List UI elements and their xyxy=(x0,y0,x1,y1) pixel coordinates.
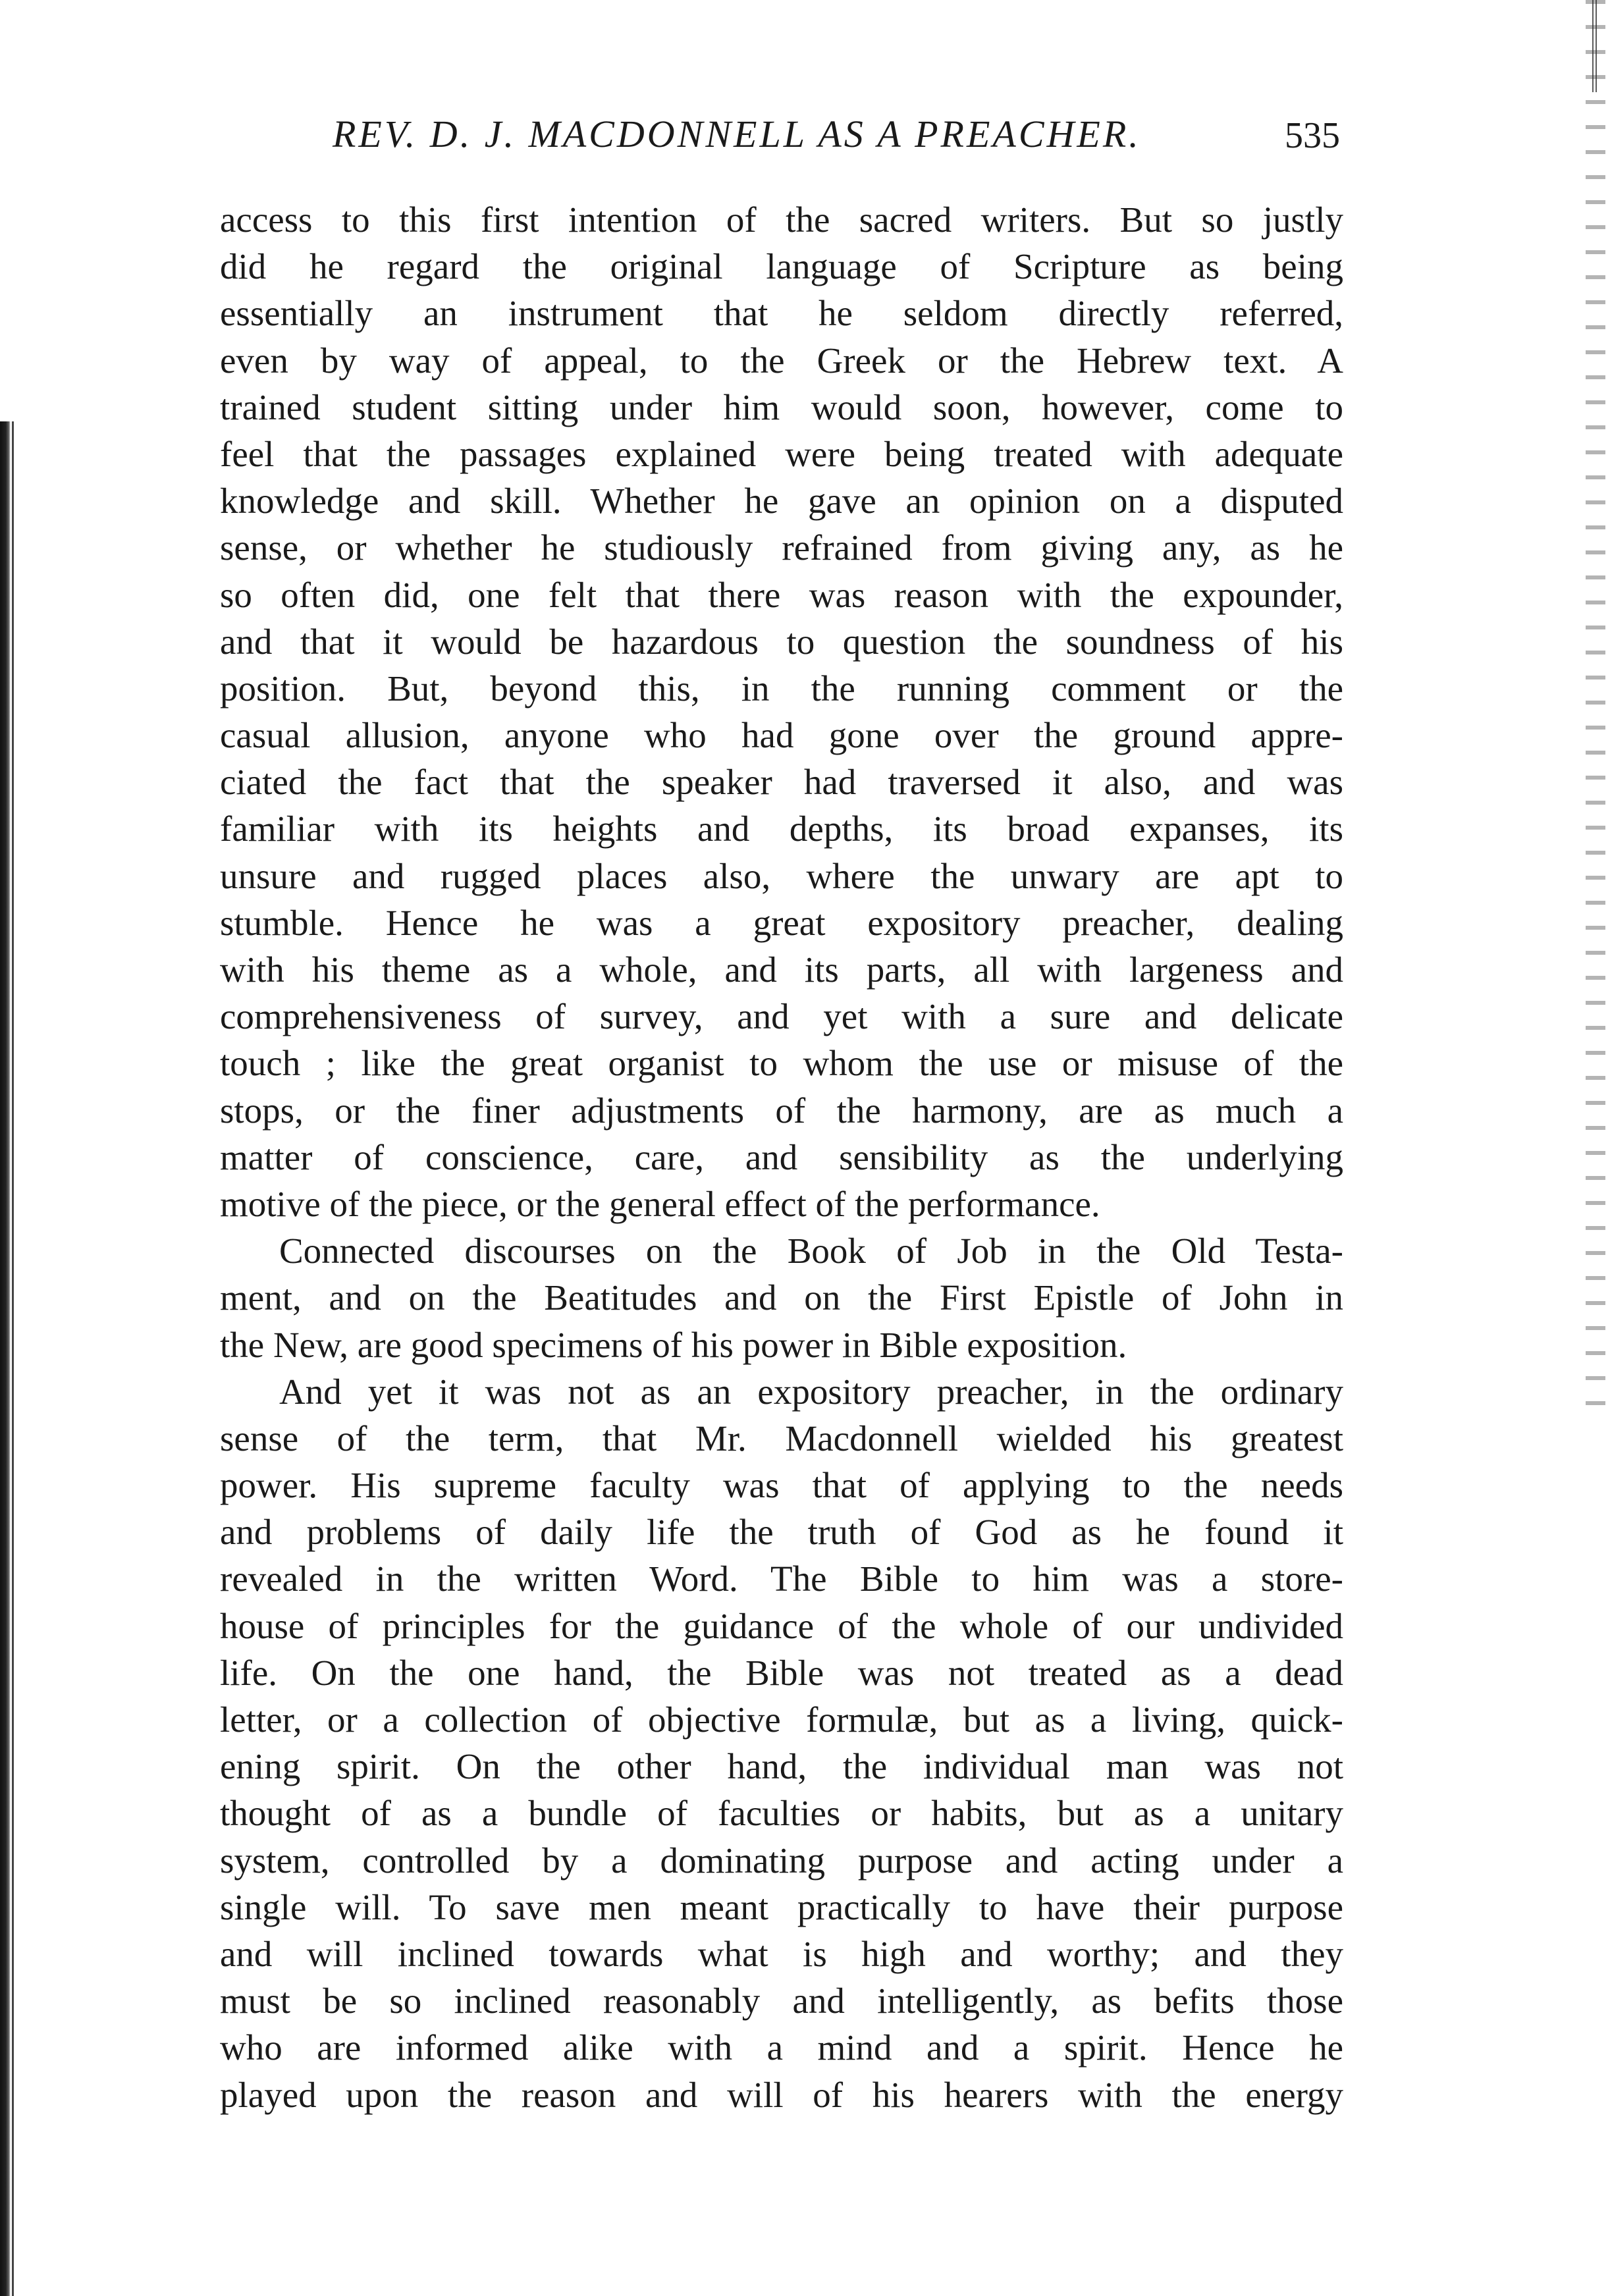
running-head xyxy=(333,112,1340,158)
text-line: unsure and rugged places also, where the unwary are apt to xyxy=(220,855,1343,896)
text-line: played upon the reason and will of his hearers with the energy xyxy=(220,2074,1343,2115)
text-line: essentially an instrument that he seldom directly referred, xyxy=(220,293,1343,334)
text-line: single will. To save men meant practically to have their purpose xyxy=(220,1886,1343,1927)
text-line: Connected discourses on the Book of Job in the Old Testa- xyxy=(279,1231,1343,1271)
text-line: house of principles for the guidance of the whole of our undivided xyxy=(220,1605,1343,1646)
text-line: and that it would be hazardous to question the soundness of his xyxy=(220,621,1343,662)
text-line: casual allusion, anyone who had gone over the ground appre- xyxy=(220,715,1343,756)
text-line: touch ; like the great organist to whom the use or misuse of the xyxy=(220,1043,1343,1084)
text-line: so often did, one felt that there was reason with the expounder, xyxy=(220,574,1343,615)
binding-shadow-line xyxy=(12,421,14,2296)
text-line: system, controlled by a dominating purpose and acting under a xyxy=(220,1840,1343,1881)
text-line: feel that the passages explained were being treated with adequate xyxy=(220,433,1343,474)
text-line: ment, and on the Beatitudes and on the First Epistle of John in xyxy=(220,1277,1343,1318)
text-line: thought of as a bundle of faculties or habits, but as a unitary xyxy=(220,1793,1343,1834)
text-line: stumble. Hence he was a great expository preacher, dealing xyxy=(220,902,1343,943)
text-line: matter of conscience, care, and sensibility as the underlying xyxy=(220,1136,1343,1177)
text-line: did he regard the original language of Scripture as being xyxy=(220,246,1343,287)
text-line: power. His supreme faculty was that of applying to the needs xyxy=(220,1465,1343,1506)
text-line: ening spirit. On the other hand, the individual man was not xyxy=(220,1746,1343,1787)
page-number: 535 xyxy=(1285,115,1340,156)
text-line: knowledge and skill. Whether he gave an opinion on a disputed xyxy=(220,481,1343,521)
text-line: sense of the term, that Mr. Macdonnell wielded his greatest xyxy=(220,1418,1343,1458)
text-line: trained student sitting under him would soon, however, come to xyxy=(220,387,1343,427)
text-line: And yet it was not as an expository preacher, in the ordinary xyxy=(279,1371,1343,1412)
text-line: motive of the piece, or the general effect of the performance. xyxy=(220,1183,1100,1224)
running-title: REV. D. J. MACDONNELL AS A PREACHER. xyxy=(333,113,1141,155)
text-line: sense, or whether he studiously refrained from giving any, as he xyxy=(220,527,1343,568)
page-edge-marks xyxy=(1586,0,1605,1416)
text-line: position. But, beyond this, in the running comment or the xyxy=(220,668,1343,708)
body-text xyxy=(220,196,1343,2118)
text-line: and problems of daily life the truth of God as he found it xyxy=(220,1512,1343,1553)
text-line: comprehensiveness of survey, and yet with a sure and delicate xyxy=(220,996,1343,1037)
text-line: revealed in the written Word. The Bible to him was a store- xyxy=(220,1559,1343,1599)
text-line: the New, are good specimens of his power in Bible exposition. xyxy=(220,1324,1127,1365)
text-line: who are informed alike with a mind and a spirit. Hence he xyxy=(220,2027,1343,2068)
text-line: ciated the fact that the speaker had traversed it also, and was xyxy=(220,762,1343,803)
text-line: familiar with its heights and depths, its broad expanses, its xyxy=(220,809,1343,849)
text-line: letter, or a collection of objective formulæ, but as a living, quick- xyxy=(220,1699,1343,1740)
text-line: life. On the one hand, the Bible was not treated as a dead xyxy=(220,1652,1343,1693)
text-line: must be so inclined reasonably and intelligently, as befits those xyxy=(220,1981,1343,2021)
text-line: with his theme as a whole, and its parts, all with largeness and xyxy=(220,949,1343,990)
binding-shadow xyxy=(0,421,11,2296)
text-line: stops, or the finer adjustments of the harmony, are as much a xyxy=(220,1090,1343,1131)
text-line: access to this first intention of the sacred writers. But so justly xyxy=(220,200,1343,240)
text-line: even by way of appeal, to the Greek or the Hebrew text. A xyxy=(220,340,1343,381)
page-edge-marks-top xyxy=(1592,0,1599,92)
text-line: and will inclined towards what is high and worthy; and they xyxy=(220,1933,1343,1974)
